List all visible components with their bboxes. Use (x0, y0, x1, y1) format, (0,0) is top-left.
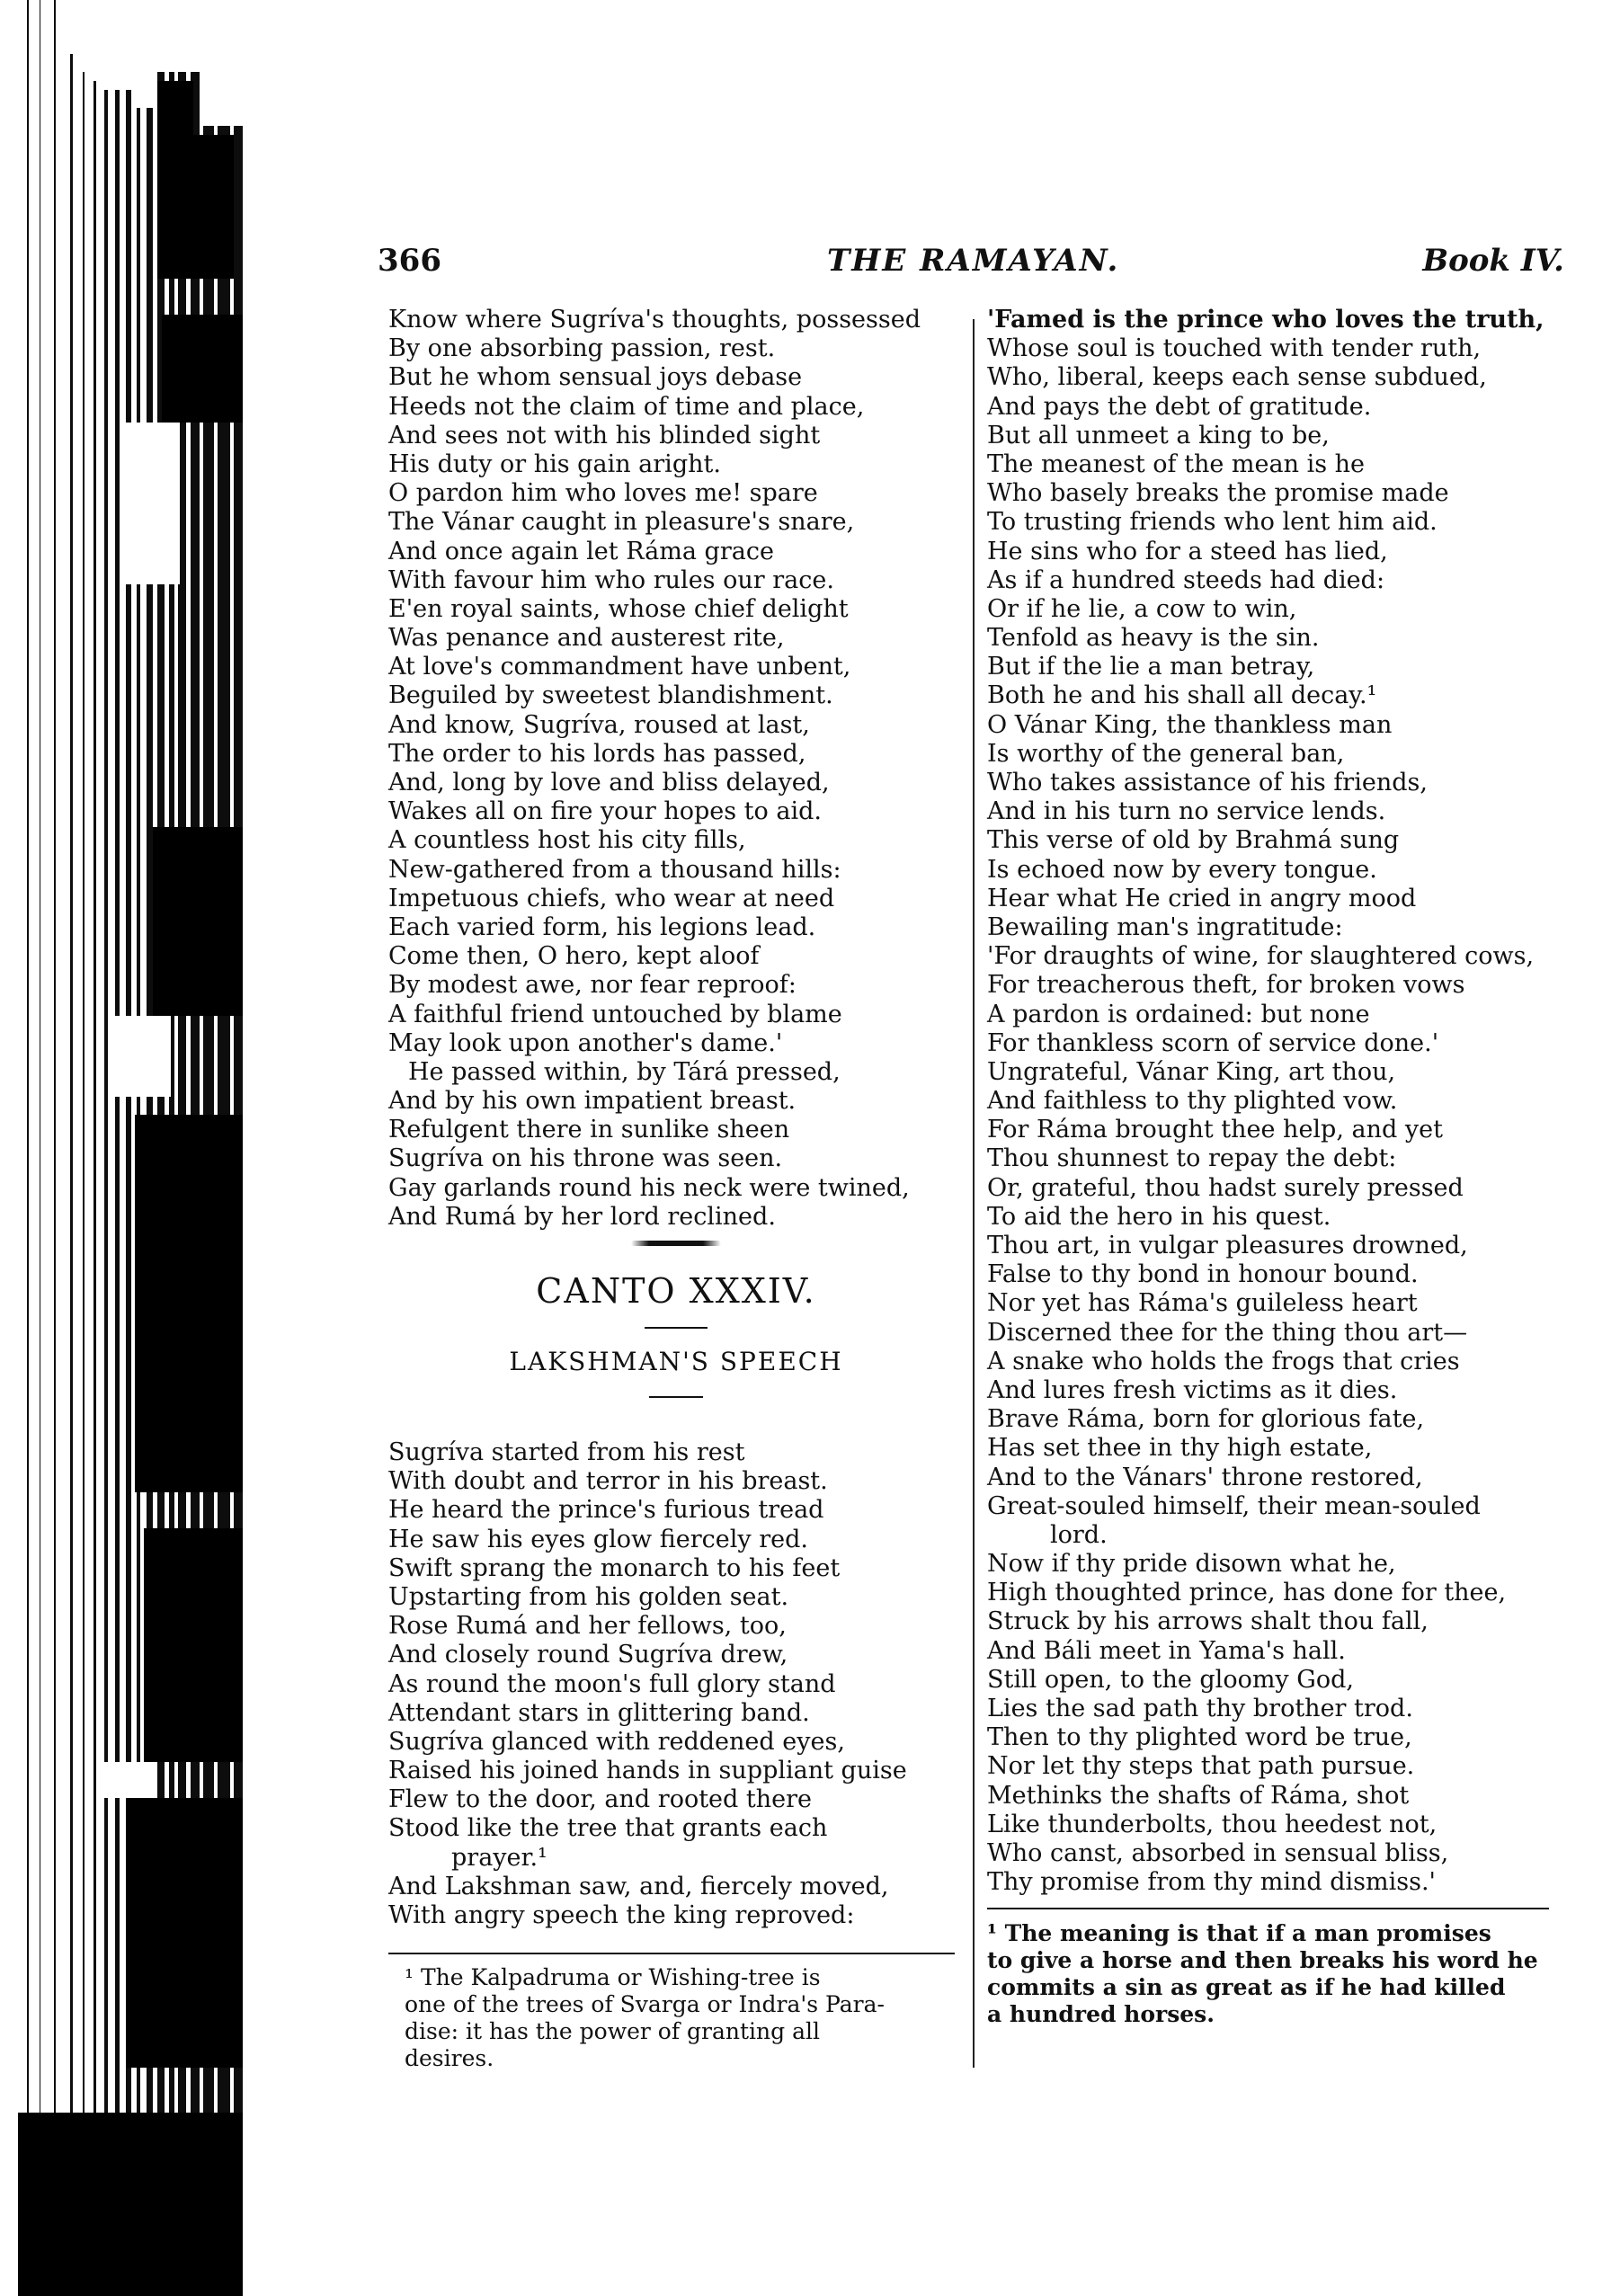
verse-line: And lures fresh victims as it dies. (987, 1375, 1398, 1404)
verse-line: Methinks the shafts of Ráma, shot (987, 1781, 1410, 1810)
footnote-line: a hundred horses. (987, 2001, 1215, 2027)
verse-line: As round the moon's full glory stand (388, 1669, 836, 1698)
verse-line: At love's commandment have unbent, (388, 653, 851, 681)
verse-line: With doubt and terror in his breast. (388, 1467, 828, 1496)
footnote-line: ¹ The meaning is that if a man promises (987, 1920, 1491, 1946)
verse-line: And to the Vánars' throne restored, (987, 1463, 1423, 1491)
left-column-bottom (388, 1438, 964, 1930)
footnote-line: one of the trees of Svarga or Indra's Para- (405, 1991, 885, 2017)
verse-line: Has set thee in thy high estate, (987, 1434, 1373, 1463)
verse-line: O pardon him who loves me! spare (388, 479, 818, 508)
left-footnote (405, 1964, 885, 2072)
verse-line: Hear what He cried in angry mood (987, 884, 1417, 912)
right-column (987, 306, 1562, 1897)
verse-line: He saw his eyes glow fiercely red. (388, 1525, 808, 1553)
verse-line: Swift sprang the monarch to his feet (388, 1553, 841, 1582)
verse-line: Then to thy plighted word be true, (987, 1723, 1412, 1752)
verse-line: And pays the debt of gratitude. (987, 392, 1372, 421)
verse-line: And in his turn no service lends. (987, 797, 1386, 826)
running-header (378, 243, 1564, 279)
verse-line: Come then, O hero, kept aloof (388, 942, 760, 971)
verse-line: A pardon is ordained: but none (987, 1000, 1370, 1028)
verse-line: Whose soul is touched with tender ruth, (987, 334, 1482, 363)
verse-line: A snake who holds the frogs that cries (987, 1347, 1460, 1375)
verse-line: Who canst, absorbed in sensual bliss, (987, 1838, 1449, 1867)
right-footnote-rule (987, 1908, 1549, 1909)
verse-line: Nor yet has Ráma's guileless heart (987, 1289, 1418, 1318)
verse-line: Discerned thee for the thing thou art— (987, 1318, 1468, 1347)
verse-line: O Vánar King, the thankless man (987, 710, 1393, 739)
verse-line: The Vánar caught in pleasure's snare, (388, 508, 855, 537)
canto-heading (388, 1241, 964, 1398)
verse-line: Thou art, in vulgar pleasures drowned, (987, 1232, 1468, 1259)
verse-line: To aid the hero in his quest. (987, 1202, 1331, 1231)
verse-line: prayer.¹ (451, 1843, 547, 1872)
verse-line: Thou shunnest to repay the debt: (987, 1144, 1397, 1173)
verse-line: He sins who for a steed has lied, (987, 537, 1388, 565)
footnote-line: ¹ The Kalpadruma or Wishing-tree is (405, 1964, 821, 1990)
verse-line: Brave Ráma, born for glorious fate, (987, 1405, 1425, 1434)
verse-line: Nor let thy steps that path pursue. (987, 1752, 1415, 1781)
canto-title: CANTO XXXIV. (536, 1271, 816, 1311)
verse-line: Sugríva started from his rest (388, 1438, 745, 1466)
verse-line: For thankless scorn of service done.' (987, 1028, 1439, 1057)
verse-line: Heeds not the claim of time and place, (388, 392, 865, 421)
verse-line: Bewailing man's ingratitude: (987, 912, 1343, 941)
verse-line: Still open, to the gloomy God, (987, 1665, 1354, 1694)
verse-line: With favour him who rules our race. (388, 565, 834, 594)
verse-line: And closely round Sugríva drew, (388, 1641, 788, 1669)
verse-line: But if the lie a man betray, (987, 653, 1315, 681)
running-title: THE RAMAYAN. (827, 243, 1120, 279)
verse-line: And, long by love and bliss delayed, (388, 769, 830, 796)
verse-line: Know where Sugríva's thoughts, possessed (388, 306, 921, 334)
verse-line: Flew to the door, and rooted there (388, 1785, 812, 1814)
verse-line: 'For draughts of wine, for slaughtered cows, (987, 942, 1535, 971)
verse-line: But he whom sensual joys debase (388, 363, 803, 392)
right-footnote (987, 1920, 1538, 2028)
verse-line: The meanest of the mean is he (987, 449, 1366, 478)
verse-line: But all unmeet a king to be, (987, 421, 1330, 449)
verse-line: Rose Rumá and her fellows, too, (388, 1612, 787, 1641)
page-number: 366 (378, 243, 441, 279)
verse-line: Ungrateful, Vánar King, art thou, (987, 1057, 1396, 1086)
verse-line: High thoughted prince, has done for thee, (987, 1579, 1507, 1607)
verse-line: For Ráma brought thee help, and yet (987, 1116, 1443, 1144)
verse-line: Impetuous chiefs, who wear at need (388, 884, 835, 912)
verse-line: This verse of old by Brahmá sung (987, 826, 1400, 855)
verse-line: Wakes all on fire your hopes to aid. (388, 797, 822, 826)
left-column-top (388, 306, 964, 1232)
verse-line: Now if thy pride disown what he, (987, 1550, 1396, 1579)
verse-line: And know, Sugríva, roused at last, (388, 710, 810, 739)
verse-line: And Báli meet in Yama's hall. (987, 1636, 1346, 1665)
verse-line: Or, grateful, thou hadst surely pressed (987, 1173, 1464, 1202)
verse-line: To trusting friends who lent him aid. (987, 508, 1438, 537)
verse-line: New-gathered from a thousand hills: (388, 855, 841, 884)
verse-line: May look upon another's dame.' (388, 1028, 783, 1057)
verse-line: As if a hundred steeds had died: (987, 565, 1385, 594)
verse-line: By one absorbing passion, rest. (388, 334, 776, 363)
verse-line: Attendant stars in glittering band. (388, 1698, 810, 1727)
verse-line: Is echoed now by every tongue. (987, 855, 1377, 884)
verse-line: Upstarting from his golden seat. (388, 1582, 789, 1611)
footnote-line: desires. (405, 2045, 494, 2071)
verse-line: lord. (1050, 1520, 1108, 1549)
verse-line: Stood like the tree that grants each (388, 1814, 828, 1843)
verse-line: Sugríva glanced with reddened eyes, (388, 1727, 845, 1756)
verse-line: With angry speech the king reproved: (388, 1901, 855, 1929)
verse-line: And faithless to thy plighted vow. (987, 1087, 1398, 1116)
book-label: Book IV. (1422, 243, 1564, 279)
verse-line: Who, liberal, keeps each sense subdued, (987, 363, 1487, 392)
verse-line: 'Famed is the prince who loves the truth, (987, 306, 1544, 334)
ornament-divider (631, 1241, 721, 1246)
verse-line: And Rumá by her lord reclined. (388, 1202, 776, 1231)
canto-subtitle: LAKSHMAN'S SPEECH (509, 1347, 843, 1376)
verse-line: And once again let Ráma grace (388, 537, 774, 565)
left-footnote-rule (388, 1953, 955, 1954)
verse-line: Who takes assistance of his friends, (987, 769, 1428, 796)
verse-line: Refulgent there in sunlike sheen (388, 1116, 790, 1144)
verse-line: His duty or his gain aright. (388, 449, 721, 478)
verse-line: And by his own impatient breast. (388, 1087, 797, 1116)
column-separator (973, 319, 975, 2068)
verse-line: Raised his joined hands in suppliant guise (388, 1757, 907, 1785)
verse-line: And sees not with his blinded sight (388, 421, 821, 449)
footnote-line: to give a horse and then breaks his word he (987, 1947, 1538, 1973)
verse-line: False to thy bond in honour bound. (987, 1260, 1419, 1289)
verse-line: Both he and his shall all decay.¹ (987, 681, 1377, 710)
verse-line: A countless host his city fills, (388, 826, 746, 855)
verse-line: By modest awe, nor fear reproof: (388, 971, 797, 1000)
verse-line: And Lakshman saw, and, fiercely moved, (388, 1872, 889, 1900)
binding-gutter (0, 0, 270, 2296)
verse-line: For treacherous theft, for broken vows (987, 971, 1465, 1000)
verse-line: Each varied form, his legions lead. (388, 912, 816, 941)
verse-line: He passed within, by Tárá pressed, (408, 1057, 841, 1086)
footnote-line: dise: it has the power of granting all (405, 2018, 820, 2044)
verse-line: E'en royal saints, whose chief delight (388, 594, 849, 623)
verse-line: Like thunderbolts, thou heedest not, (987, 1810, 1438, 1838)
verse-line: Or if he lie, a cow to win, (987, 594, 1297, 623)
verse-line: Tenfold as heavy is the sin. (987, 624, 1320, 653)
verse-line: Beguiled by sweetest blandishment. (388, 681, 833, 710)
footnote-line: commits a sin as great as if he had killed (987, 1974, 1506, 2000)
verse-line: He heard the prince's furious tread (388, 1496, 824, 1525)
verse-line: Who basely breaks the promise made (987, 479, 1449, 508)
title-rule (645, 1327, 708, 1329)
verse-line: Struck by his arrows shalt thou fall, (987, 1607, 1429, 1636)
verse-line: Was penance and austerest rite, (388, 624, 785, 653)
subtitle-rule (649, 1396, 703, 1398)
verse-line: Is worthy of the general ban, (987, 739, 1345, 768)
verse-line: Sugríva on his throne was seen. (388, 1144, 783, 1173)
verse-line: Gay garlands round his neck were twined, (388, 1173, 910, 1202)
verse-line: The order to his lords has passed, (388, 739, 806, 768)
verse-line: Lies the sad path thy brother trod. (987, 1695, 1413, 1722)
verse-line: Thy promise from thy mind dismiss.' (987, 1868, 1436, 1897)
verse-line: Great-souled himself, their mean-souled (987, 1491, 1481, 1520)
verse-line: A faithful friend untouched by blame (388, 1000, 842, 1028)
